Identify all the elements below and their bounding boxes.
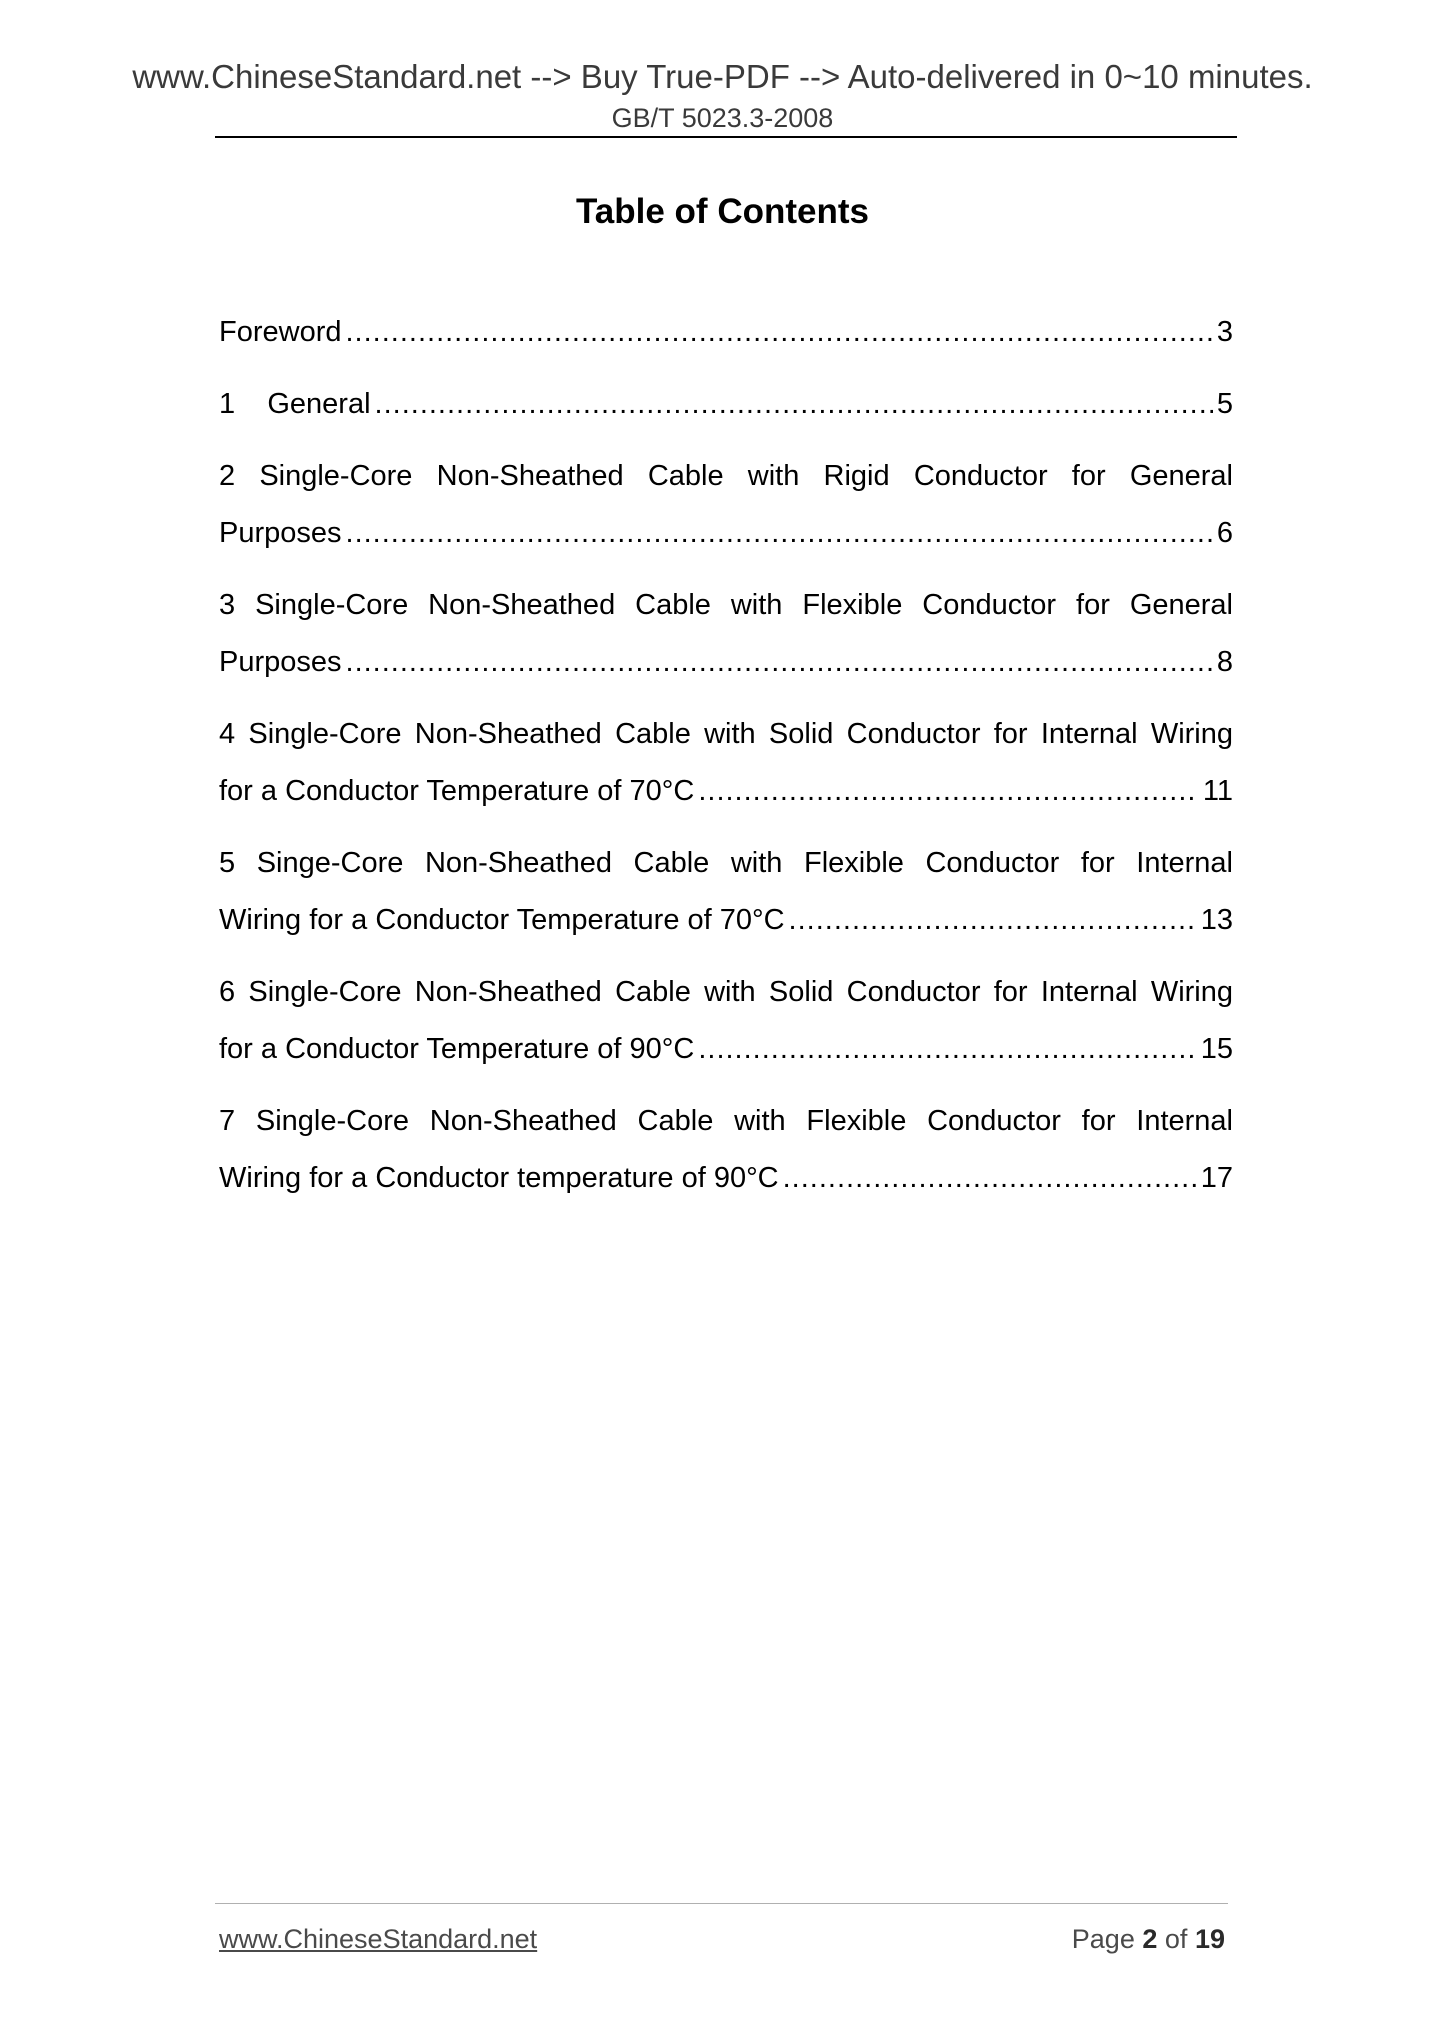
toc-page-number: 17 xyxy=(1200,1162,1233,1194)
page-of-label: of xyxy=(1164,1924,1188,1954)
toc-entry-line xyxy=(219,892,1233,949)
toc-entry-3[interactable] xyxy=(219,577,1233,691)
toc-entry-line xyxy=(219,1021,1233,1078)
toc-entry-line xyxy=(219,304,1233,361)
toc-entry-heading: 5 Singe-Core Non-Sheathed Cable with Flexible Conductor for Internal xyxy=(219,847,1233,879)
header-divider xyxy=(215,136,1237,138)
toc-entry-line xyxy=(219,376,1233,433)
toc-entry-line xyxy=(219,505,1233,562)
toc-page-number: 11 xyxy=(1202,775,1233,807)
toc-entry-1[interactable] xyxy=(219,376,1233,433)
page-label: Page xyxy=(1071,1924,1135,1954)
dot-leader xyxy=(783,1150,1197,1207)
toc-entry-label: Wiring for a Conductor Temperature of 70°C xyxy=(219,904,785,936)
dot-leader xyxy=(375,376,1213,433)
dot-leader xyxy=(789,892,1197,949)
toc-entry-label: Purposes xyxy=(219,517,342,549)
header-banner: www.ChineseStandard.net --> Buy True-PDF --> Auto-delivered in 0~10 minutes. xyxy=(132,58,1313,95)
toc-page-number: 13 xyxy=(1200,904,1233,936)
table-of-contents xyxy=(219,304,1233,1222)
toc-entry-6[interactable] xyxy=(219,964,1233,1078)
toc-page-number: 8 xyxy=(1216,646,1233,678)
toc-entry-7[interactable] xyxy=(219,1093,1233,1207)
toc-page-number: 15 xyxy=(1200,1033,1233,1065)
toc-entry-label: Foreword xyxy=(219,316,342,348)
current-page-number: 2 xyxy=(1142,1924,1158,1954)
toc-page-number: 5 xyxy=(1216,388,1233,420)
toc-page-number: 3 xyxy=(1216,316,1233,348)
toc-entry-label: for a Conductor Temperature of 70°C xyxy=(219,775,695,807)
standard-number: GB/T 5023.3-2008 xyxy=(611,103,834,133)
dot-leader xyxy=(698,763,1199,820)
toc-entry-heading: 3 Single-Core Non-Sheathed Cable with Flexible Conductor for General xyxy=(219,589,1233,621)
toc-entry-label: for a Conductor Temperature of 90°C xyxy=(219,1033,695,1065)
dot-leader xyxy=(346,505,1213,562)
toc-entry-heading: 6 Single-Core Non-Sheathed Cable with Solid Conductor for Internal Wiring xyxy=(219,976,1233,1008)
toc-entry-heading: 7 Single-Core Non-Sheathed Cable with Flexible Conductor for Internal xyxy=(219,1105,1233,1137)
toc-entry-line xyxy=(219,634,1233,691)
toc-entry-5[interactable] xyxy=(219,835,1233,949)
dot-leader xyxy=(346,304,1213,361)
page-indicator xyxy=(1072,1924,1225,1955)
toc-entry-label: 1 General xyxy=(219,388,371,420)
page-title: Table of Contents xyxy=(576,192,869,231)
toc-entry-line xyxy=(219,1150,1233,1207)
toc-entry-4[interactable] xyxy=(219,706,1233,820)
toc-entry-label: Purposes xyxy=(219,646,342,678)
toc-entry-foreword[interactable] xyxy=(219,304,1233,361)
toc-entry-line xyxy=(219,763,1233,820)
toc-entry-heading: 4 Single-Core Non-Sheathed Cable with Solid Conductor for Internal Wiring xyxy=(219,718,1233,750)
total-page-count: 19 xyxy=(1194,1924,1225,1954)
toc-entry-2[interactable] xyxy=(219,448,1233,562)
footer-website-link[interactable]: www.ChineseStandard.net xyxy=(219,1924,538,1954)
toc-entry-heading: 2 Single-Core Non-Sheathed Cable with Rigid Conductor for General xyxy=(219,460,1233,492)
toc-page-number: 6 xyxy=(1216,517,1233,549)
footer-divider xyxy=(215,1903,1228,1904)
dot-leader xyxy=(698,1021,1196,1078)
toc-entry-label: Wiring for a Conductor temperature of 90°C xyxy=(219,1162,779,1194)
dot-leader xyxy=(346,634,1213,691)
